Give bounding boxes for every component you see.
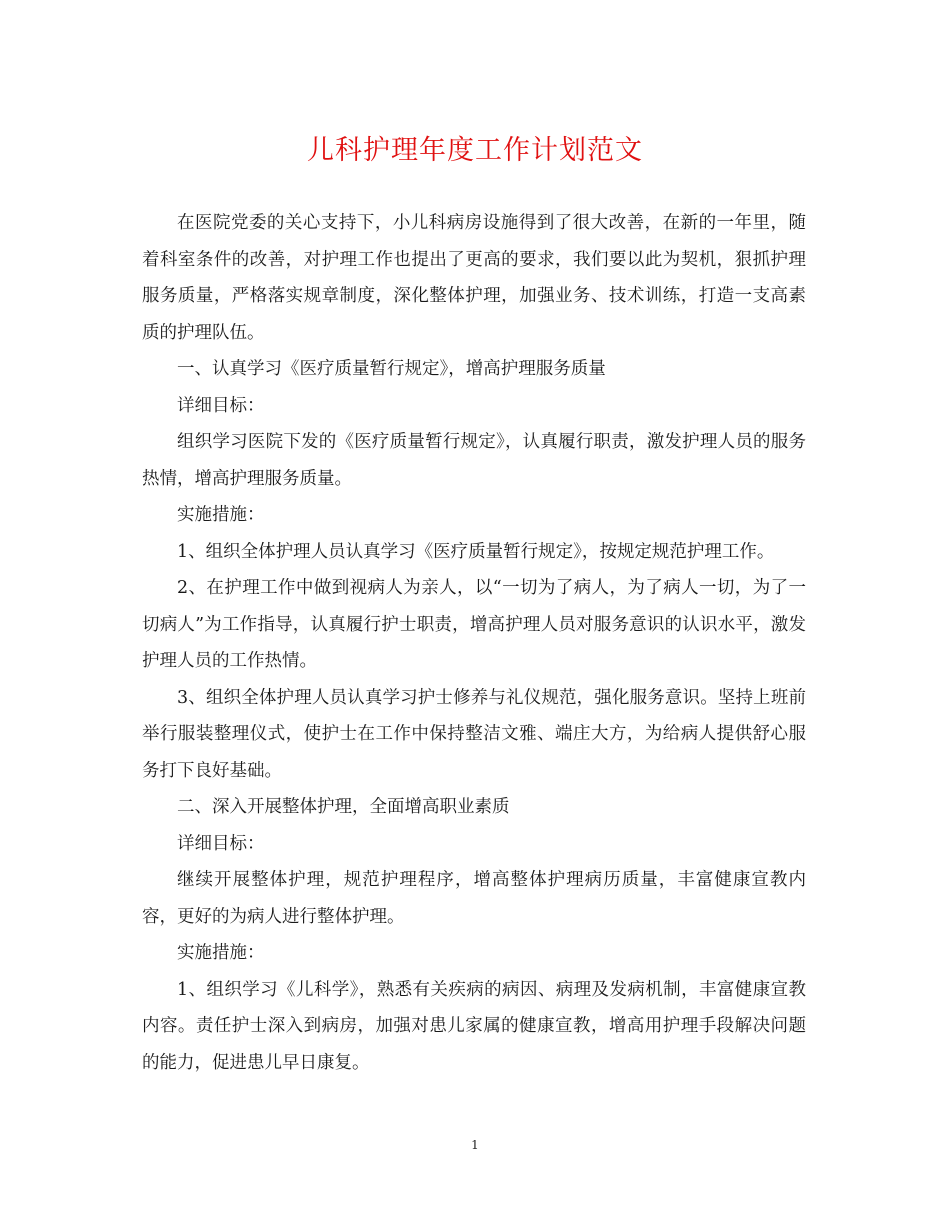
paragraph-goal-1: 组织学习医院下发的《医疗质量暂行规定》，认真履行职责，激发护理人员的服务热情，增高护理服务质量。 [142, 432, 806, 489]
paragraph-label-measures-2: 实施措施： [177, 943, 265, 963]
document-body [142, 205, 806, 1081]
paragraph-measure-3: 3、组织全体护理人员认真学习护士修养与礼仪规范，强化服务意识。坚持上班前举行服装整理仪式，使护士在工作中保持整洁文雅、端庄大方，为给病人提供舒心服务打下良好基础。 [142, 687, 806, 781]
paragraph-label-goal: 详细目标： [177, 395, 265, 416]
paragraph-measure-2: 2、在护理工作中做到视病人为亲人，以“一切为了病人，为了病人一切，为了一切病人”为工作指导，认真履行护士职责，增高护理人员对服务意识的认识水平，激发护理人员的工作热情。 [142, 578, 806, 671]
paragraph-label-measures: 实施措施： [177, 505, 265, 525]
paragraph-label-goal-2: 详细目标： [177, 833, 265, 854]
section-heading-1: 一、认真学习《医疗质量暂行规定》，增高护理服务质量 [177, 359, 606, 379]
section-heading-2: 二、深入开展整体护理，全面增高职业素质 [177, 797, 510, 817]
page-number: 1 [471, 1138, 479, 1152]
paragraph-goal-2: 继续开展整体护理，规范护理程序，增高整体护理病历质量，丰富健康宣教内容，更好的为病人进行整体护理。 [142, 870, 806, 927]
paragraph-measure-1: 1、组织全体护理人员认真学习《医疗质量暂行规定》，按规定规范护理工作。 [177, 541, 775, 562]
document-title: 儿科护理年度工作计划范文 [307, 135, 643, 166]
paragraph-intro: 在医院党委的关心支持下，小儿科病房设施得到了很大改善，在新的一年里，随着科室条件的改善，对护理工作也提出了更高的要求，我们要以此为契机，狠抓护理服务质量，严格落实规章制度，深化整体护理，加强业务、技术训练，打造一支高素质的护理队伍。 [142, 213, 806, 343]
paragraph-measure-2-1: 1、组织学习《儿科学》，熟悉有关疾病的病因、病理及发病机制，丰富健康宣教内容。责任护士深入到病房，加强对患儿家属的健康宣教，增高用护理手段解决问题的能力，促进患儿早日康复。 [142, 979, 806, 1073]
